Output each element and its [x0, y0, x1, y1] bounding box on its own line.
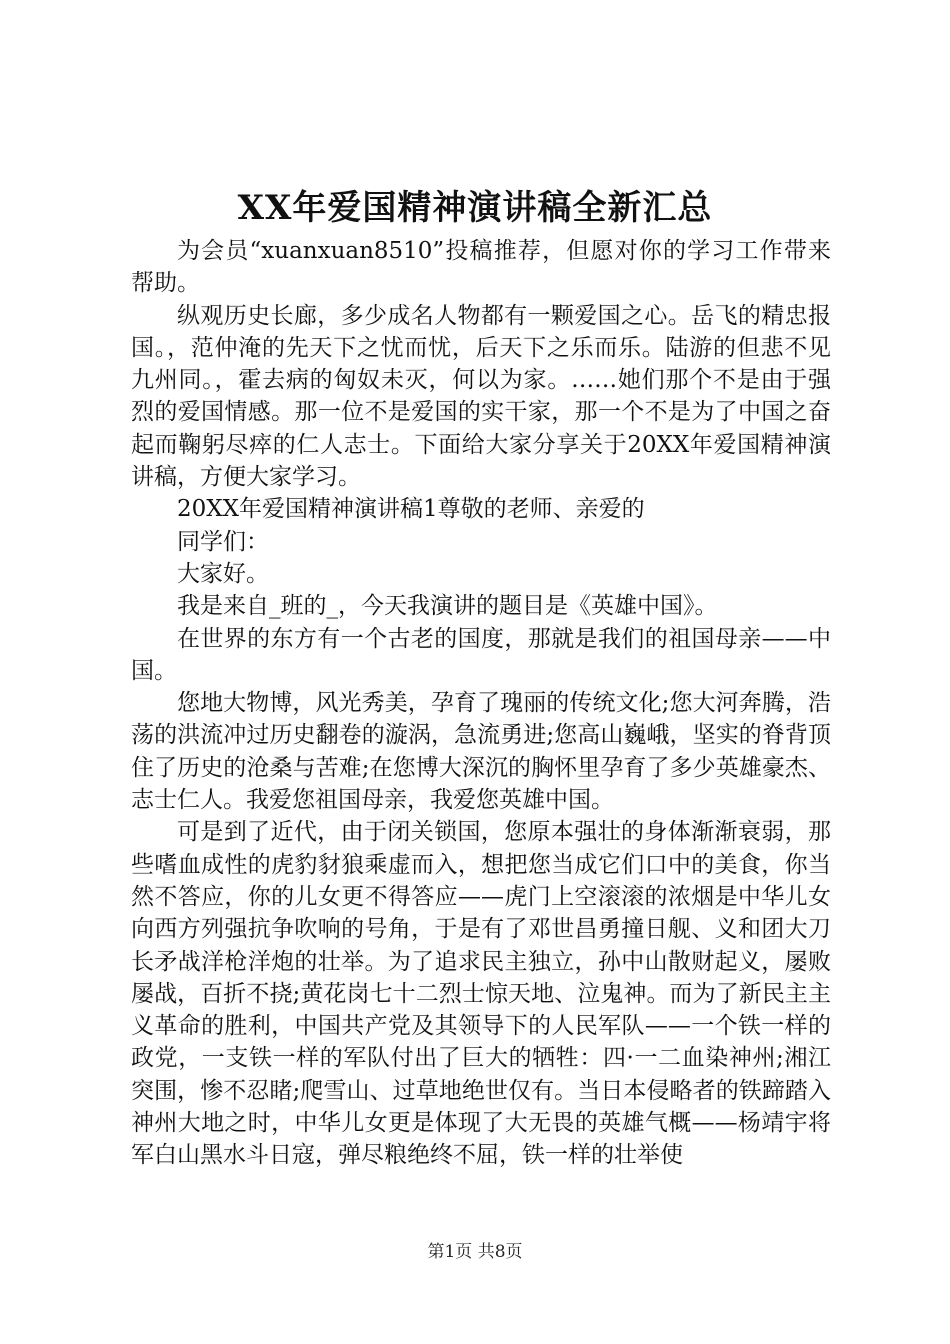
speech-heading: 20XX年爱国精神演讲稿1尊敬的老师、亲爱的: [177, 496, 645, 523]
speech-topic-line: 我是来自_班的_，今天我演讲的题目是《英雄中国》。: [177, 593, 718, 620]
document-body: [131, 235, 831, 1172]
speech-paragraph: 在世界的东方有一个古老的国度，那就是我们的祖国母亲——中国。: [131, 625, 831, 684]
preface-paragraph: 纵观历史长廊，多少成名人物都有一颗爱国之心。岳飞的精忠报国。，范仲淹的先天下之忧而忧，后天下之乐而乐。陆游的但悲不见九州同。，霍去病的匈奴未灭，何以为家。……她们那个不是由于强烈的爱国情感。那一位不是爱国的实干家，那一个不是为了中国之奋起而鞠躬尽瘁的仁人志士。下面给大家分享关于20XX年爱国精神演讲稿，方便大家学习。: [131, 302, 831, 491]
intro-paragraph: 为会员“xuanxuan8510”投稿推荐，但愿对你的学习工作带来帮助。: [131, 238, 831, 297]
document-title: XX年爱国精神演讲稿全新汇总: [237, 188, 713, 228]
hello-line: 大家好。: [177, 560, 269, 587]
page-number-footer: 第1页 共8页: [427, 1242, 523, 1262]
speech-paragraph: 您地大物博，风光秀美，孕育了瑰丽的传统文化;您大河奔腾，浩荡的洪流冲过历史翻卷的漩涡，急流勇进;您高山巍峨，坚实的脊背顶住了历史的沧桑与苦难;在您博大深沉的胸怀里孕育了多少英雄豪杰、志士仁人。我爱您祖国母亲，我爱您英雄中国。: [131, 690, 831, 814]
greeting-line: 同学们：: [177, 528, 269, 555]
speech-paragraph: 可是到了近代，由于闭关锁国，您原本强壮的身体渐渐衰弱，那些嗜血成性的虎豹豺狼乘虚而入，想把您当成它们口中的美食，你当然不答应，你的儿女更不得答应——虎门上空滚滚的浓烟是中华儿女向西方列强抗争吹响的号角，于是有了邓世昌勇撞日舰、义和团大刀长矛战洋枪洋炮的壮举。为了追求民主独立，孙中山散财起义，屡败屡战，百折不挠;黄花岗七十二烈士惊天地、泣鬼神。而为了新民主主义革命的胜利，中国共产党及其领导下的人民军队——一个铁一样的政党，一支铁一样的军队付出了巨大的牺牲：四·一二血染神州;湘江突围，惨不忍睹;爬雪山、过草地绝世仅有。当日本侵略者的铁蹄踏入神州大地之时，中华儿女更是体现了大无畏的英雄气概——杨靖宇将军白山黑水斗日寇，弹尽粮绝终不屈，铁一样的壮举使: [131, 819, 831, 1169]
